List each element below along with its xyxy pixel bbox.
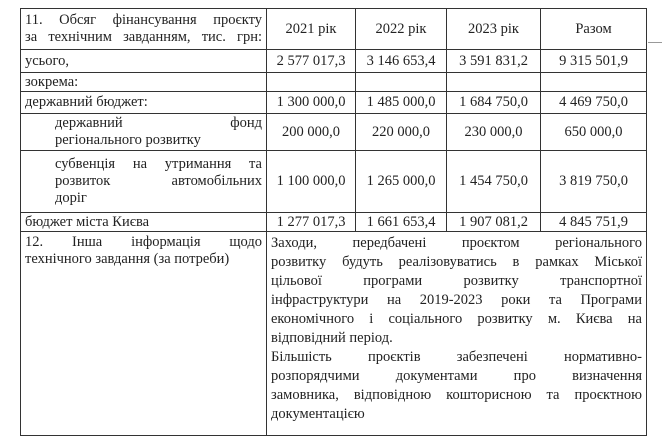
cell-value: 4 845 751,9: [541, 213, 647, 232]
row-label-line: субвенція на утримання та: [55, 156, 262, 172]
cell-value: 230 000,0: [447, 114, 541, 151]
row-label-line: державний фонд: [55, 115, 262, 131]
cell-value: 3 146 653,4: [356, 50, 447, 73]
row-label-line: регіонального розвитку: [55, 132, 201, 148]
financing-table: [20, 8, 647, 436]
section-12-label-line: технічного завдання (за потреби): [25, 251, 230, 267]
table-row: [21, 73, 647, 92]
table-row: [21, 50, 647, 73]
cell-value: 1 485 000,0: [356, 92, 447, 114]
text-line: документацією: [271, 406, 365, 422]
text-line: Більшість проєктів забезпечені нормативно-: [271, 349, 642, 365]
section-12-row: [21, 232, 647, 436]
cell-value: 4 469 750,0: [541, 92, 647, 114]
row-label-line: доріг: [55, 190, 87, 206]
table-row: [21, 114, 647, 151]
section-12-label-line: 12. Інша інформація щодо: [25, 234, 262, 250]
cell-value: 2 577 017,3: [267, 50, 356, 73]
text-line: інфраструктури на 2019-2023 роки та Програми: [271, 292, 642, 308]
header-label-line: за технічним завданням, тис. грн:: [25, 29, 262, 45]
cell-value: 1 684 750,0: [447, 92, 541, 114]
cell-value: [541, 73, 647, 92]
table-row: [21, 151, 647, 213]
row-label: державний бюджет:: [21, 92, 267, 114]
text-line: економічного і соціального розвитку м. Києва на: [271, 311, 642, 327]
cell-value: 1 265 000,0: [356, 151, 447, 213]
cell-value: 1 907 081,2: [447, 213, 541, 232]
table-row: [21, 92, 647, 114]
cell-value: 3 591 831,2: [447, 50, 541, 73]
text-line: цільової програми розвитку транспортної: [271, 273, 642, 289]
cell-value: 220 000,0: [356, 114, 447, 151]
cell-value: 200 000,0: [267, 114, 356, 151]
cell-value: 9 315 501,9: [541, 50, 647, 73]
text-line: відповідний період.: [271, 330, 393, 346]
cell-value: 1 661 653,4: [356, 213, 447, 232]
row-label: усього,: [21, 50, 267, 73]
cell-value: 1 454 750,0: [447, 151, 541, 213]
text-line: Заходи, передбачені проєктом регіонального: [271, 235, 642, 251]
col-2021: 2021 рік: [267, 9, 356, 50]
header-label: [21, 9, 267, 50]
cell-value: 650 000,0: [541, 114, 647, 151]
row-label: [21, 114, 267, 151]
row-label: [21, 151, 267, 213]
row-label-line: розвиток автомобільних: [55, 173, 262, 189]
cell-value: 1 100 000,0: [267, 151, 356, 213]
section-12-text: [267, 232, 647, 436]
header-label-line: 11. Обсяг фінансування проєкту: [25, 12, 262, 28]
col-2023: 2023 рік: [447, 9, 541, 50]
text-line: замовника, відповідною кошторисною та проєктною: [271, 387, 642, 403]
row-label: бюджет міста Києва: [21, 213, 267, 232]
section-12-label: [21, 232, 267, 436]
cell-value: 1 300 000,0: [267, 92, 356, 114]
cell-value: [267, 73, 356, 92]
table-header-row: [21, 9, 647, 50]
text-line: розвитку будуть реалізовуватись в рамках Міської: [271, 254, 642, 270]
text-line: розпорядчими документами про визначення: [271, 368, 642, 384]
cell-value: 1 277 017,3: [267, 213, 356, 232]
col-total: Разом: [541, 9, 647, 50]
scan-artifact-line: [648, 42, 662, 43]
cell-value: 3 819 750,0: [541, 151, 647, 213]
row-label: зокрема:: [21, 73, 267, 92]
cell-value: [447, 73, 541, 92]
table-row: [21, 213, 647, 232]
cell-value: [356, 73, 447, 92]
col-2022: 2022 рік: [356, 9, 447, 50]
